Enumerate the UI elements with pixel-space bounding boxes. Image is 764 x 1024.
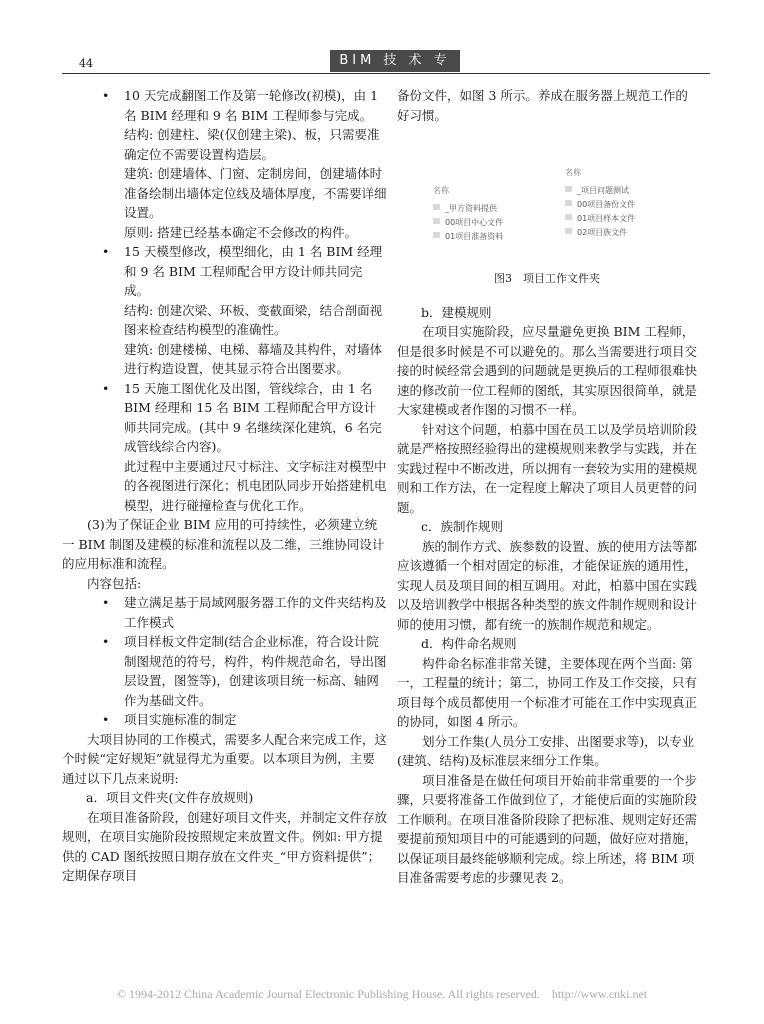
paragraph: 大项目协同的工作模式，需要多人配合来完成工作，这个时候“定好规矩”就显得尤为重要。以本项目为例，主要通过以下几点来说明:	[62, 731, 388, 786]
folder-item: 00项目备份文件	[565, 199, 635, 210]
bullet-text: 建立满足基于局域网服务器工作的文件夹结构及工作模式	[124, 595, 387, 630]
bullet-detail: 此过程中主要通过尺寸标注、文字标注对模型中的各视图进行深化；机电团队同步开始搭建机电模型，进行碰撞检查与优化工作。	[124, 458, 387, 513]
bullet-item: • 15 天施工图优化及出图，管线综合，由 1 名 BIM 经理和 15 名 BIM 工程师配合甲方设计师共同完成。(其中 9 名继续深化建筑，6 名完成管线综合内容)。	[102, 380, 382, 454]
bullet-text: 项目实施标准的制定	[124, 712, 237, 727]
bullet-item: • 15 天模型修改，模型细化，由 1 名 BIM 经理和 9 名 BIM 工程师配合甲方设计师共同完成。	[102, 244, 383, 298]
folder-item: 01项目准备资料	[433, 231, 503, 242]
bullet-detail: 结构: 创建柱、梁(仅创建主梁)、板，只需要准确定位不需要设置构造层。	[124, 127, 380, 162]
paragraph: 划分工作集(人员分工安排、出图要求等)，以专业(建筑、结构)及标准层来细分工作集。	[397, 733, 695, 768]
folder-item: 01项目样本文件	[565, 213, 635, 224]
folder-icon	[565, 228, 572, 234]
section-heading-a: a．项目文件夹(文件存放规则)	[86, 790, 254, 805]
folder-icon	[565, 214, 572, 220]
bullet-item: • 项目样板文件定制(结合企业标准，符合设计院制图规范的符号，构件，构件规范命名，导出图层设置，图签等)，创建该项目统一标高、轴网作为基础文件。	[102, 634, 387, 708]
bullet-item: • 项目实施标准的制定	[102, 712, 237, 727]
paragraph: 项目准备是在做任何项目开始前非常重要的一个步骤，只要将准备工作做到位了，才能使后面的实施阶段工作顺利。在项目准备阶段除了把标准、规则定好还需要提前预知项目中的可能遇到的问题，做好应对措施，以保证项目最终能够顺利完成。综上所述，将 BIM 项目准备需要考虑的步骤见表 2。	[397, 772, 698, 885]
bullet-detail: 结构: 创建次梁、环板、变截面梁，结合剖面视图来检查结构模型的准确性。	[124, 302, 383, 337]
section-heading-b: b．建模规则	[421, 304, 492, 320]
bullet-item: • 建立满足基于局域网服务器工作的文件夹结构及工作模式	[102, 595, 387, 630]
bullet-detail: 原则: 搭建已经基本确定不会修改的构件。	[124, 224, 358, 240]
section-heading-c: c．族制作规则	[421, 519, 504, 534]
paragraph: 在项目准备阶段，创建好项目文件夹，并制定文件存放规则，在项目实施阶段按照规定来放置文件。例如: 甲方提供的 CAD 图纸按照日期存放在文件夹_“甲方资料提供”；定期保存项目	[62, 809, 388, 883]
folder-icon	[565, 200, 572, 206]
bullet-text: 10 天完成翻图工作及第一轮修改(初模)，由 1 名 BIM 经理和 9 名 BIM 工程师参与完成。	[124, 88, 379, 123]
figure-caption: 图3 项目工作文件夹	[494, 272, 600, 285]
bullet-text: 15 天模型修改，模型细化，由 1 名 BIM 经理和 9 名 BIM 工程师配合甲方设计师共同完成。	[124, 244, 383, 298]
bullet-text: 项目样板文件定制(结合企业标准，符合设计院制图规范的符号，构件，构件规范命名，导出图层设置，图签等)，创建该项目统一标高、轴网作为基础文件。	[124, 634, 387, 708]
bullet-item: • 10 天完成翻图工作及第一轮修改(初模)，由 1 名 BIM 经理和 9 名 BIM 工程师参与完成。	[102, 88, 379, 123]
bullet-detail: 建筑: 创建楼梯、电梯、幕墙及其构件，对墙体进行构造设置，使其显示符合出图要求。	[124, 341, 383, 376]
page-number: 44	[79, 57, 93, 70]
paragraph: (3)为了保证企业 BIM 应用的可持续性，必须建立统一 BIM 制图及建模的标准和流程以及二维，三维协同设计的应用标准和流程。	[62, 517, 385, 571]
folder-icon	[433, 204, 440, 210]
left-column	[62, 86, 387, 886]
folder-item: 00项目中心文件	[433, 217, 503, 228]
bullet-text: 15 天施工图优化及出图，管线综合，由 1 名 BIM 经理和 15 名 BIM 工程师配合甲方设计师共同完成。(其中 9 名继续深化建筑，6 名完成管线综合内容)。	[124, 380, 382, 454]
figure-right-header: 名称	[565, 168, 581, 177]
figure-project-folder	[397, 131, 697, 241]
folder-icon	[433, 218, 440, 224]
paragraph: 族的制作方式、族参数的设置、族的使用方法等都应该遵循一个相对固定的标准，才能保证族的通用性，实现人员及项目间的相互调用。对此，柏慕中国在实践以及培训教学中根据各种类型的族文件制作规则和设计师的使用习惯，都有统一的族制作规范和规定。	[397, 538, 698, 632]
right-column	[397, 86, 697, 888]
copyright-footer: © 1994-2012 China Academic Journal Electronic Publishing House. All rights reserved. http://www.cnki.net	[116, 987, 648, 1001]
folder-item: _甲方资料提供	[433, 203, 497, 214]
paragraph: 在项目实施阶段，应尽量避免更换 BIM 工程师，但是很多时候是不可以避免的。那么当需要进行项目交接的时候经常会遇到的问题就是更换后的工程师很难快速的修改前一位工程师的图纸，其实原因很简单，就是大家建模或者作图的习惯不一样。	[397, 324, 698, 417]
paragraph: 构件命名标准非常关键，主要体现在两个当面: 第一，工程量的统计；第二，协同工作及工作交接，只有项目每个成员都使用一个标准才可能在工作中实现真正的协同，如图 4 所示。	[397, 655, 698, 729]
section-heading-d: d．构件命名规则	[421, 636, 517, 651]
folder-item: _项目问题测试	[565, 185, 629, 196]
figure-left-header: 名称	[433, 186, 449, 195]
header-rule	[62, 73, 710, 74]
folder-icon	[433, 232, 440, 238]
paragraph: 针对这个问题，柏慕中国在员工以及学员培训阶段就是严格按照经验得出的建模规则来教学与实践，并在实践过程中不断改进，所以拥有一套较为实用的建模规则和工作方法，在一定程度上解决了项目人员更替的问题。	[397, 421, 698, 515]
bullet-detail: 建筑: 创建墙体、门窗、定制房间，创建墙体时准备绘制出墙体定位线及墙体厚度，不需要详细设置。	[124, 166, 387, 220]
paragraph: 备份文件，如图 3 所示。养成在服务器上规范工作的好习惯。	[397, 88, 688, 123]
folder-icon	[565, 186, 572, 192]
content-label: 内容包括:	[87, 575, 142, 591]
journal-section-banner: BIM 技 术 专 辑	[330, 50, 460, 72]
folder-item: 02项目族文件	[565, 227, 627, 238]
